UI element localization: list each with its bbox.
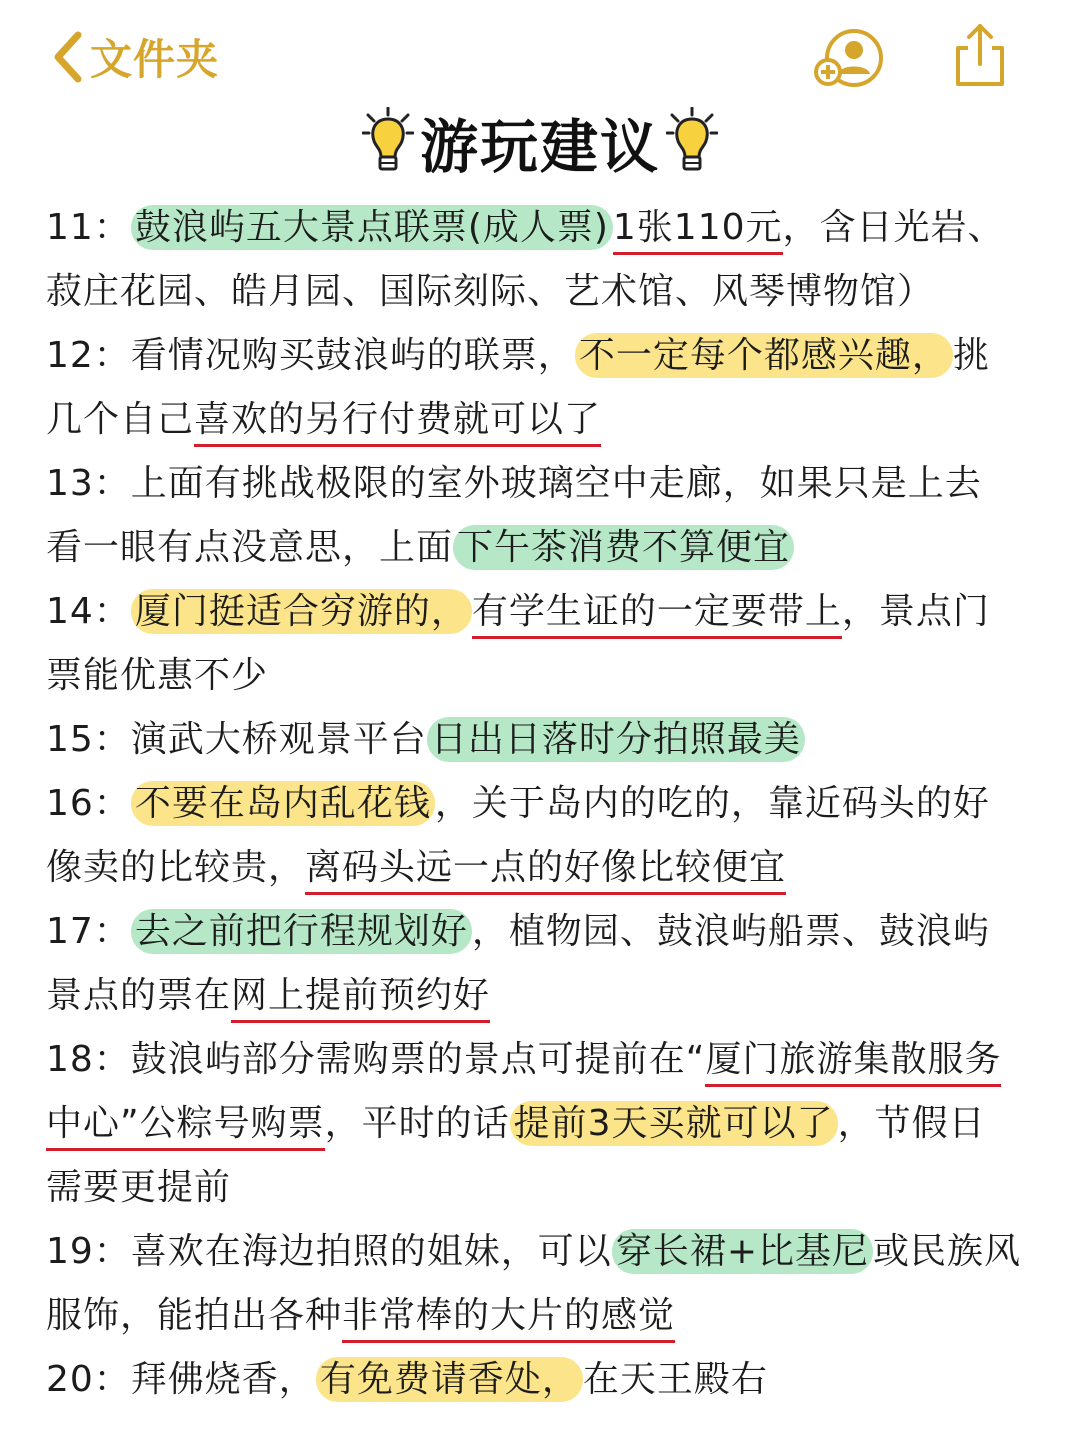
text-line (46, 644, 1046, 708)
red-underline: 中心”公粽号购票 (46, 1103, 325, 1151)
text-segment: 在天王殿右 (582, 1359, 768, 1400)
text-segment: 几个自己 (46, 399, 195, 440)
lightbulb-icon (666, 107, 718, 177)
yellow-highlight: 厦门挺适合穷游的， (131, 589, 472, 634)
text-line (46, 1284, 1046, 1348)
text-segment: 票能优惠不少 (46, 655, 269, 696)
text-segment: 13：上面有挑战极限的室外玻璃空中走廊，如果只是上去 (46, 463, 982, 504)
lightbulb-icon (362, 107, 414, 177)
text-segment: 17： (46, 911, 131, 952)
text-segment: 14： (46, 591, 131, 632)
yellow-highlight: 提前3天买就可以了 (510, 1101, 838, 1146)
back-label: 文件夹 (90, 35, 220, 84)
red-underline: 喜欢的另行付费就可以了 (194, 399, 601, 447)
share-icon[interactable] (950, 22, 1010, 88)
red-underline: 有学生证的一定要带上 (472, 591, 842, 639)
green-highlight: 日出日落时分拍照最美 (427, 717, 805, 762)
text-segment: 12：看情况购买鼓浪屿的联票， (46, 335, 575, 376)
note-title: 游玩建议 (419, 113, 660, 181)
text-line (46, 324, 1046, 388)
text-line (46, 900, 1046, 964)
text-line (46, 260, 1046, 324)
text-segment: 看一眼有点没意思，上面 (46, 527, 454, 568)
back-button[interactable] (50, 24, 219, 90)
text-segment: ，景点门 (841, 591, 990, 632)
green-highlight: 穿长裙+比基尼 (612, 1229, 873, 1274)
text-line (46, 772, 1046, 836)
text-segment: ，植物园、鼓浪屿船票、鼓浪屿 (471, 911, 990, 952)
text-line (46, 1220, 1046, 1284)
text-line (46, 452, 1046, 516)
text-segment: 挑 (952, 335, 990, 376)
text-line (46, 580, 1046, 644)
text-line (46, 1092, 1046, 1156)
red-underline: 厦门旅游集散服务 (705, 1039, 1001, 1087)
text-segment: 或民族风 (872, 1231, 1021, 1272)
text-segment: ，关于岛内的吃的，靠近码头的好 (434, 783, 990, 824)
text-line (46, 1028, 1046, 1092)
text-segment: 服饰，能拍出各种 (46, 1295, 343, 1336)
green-highlight: 去之前把行程规划好 (131, 909, 472, 954)
text-segment: 11： (46, 207, 131, 248)
yellow-highlight: 不要在岛内乱花钱 (131, 781, 435, 826)
text-segment: 景点的票在 (46, 975, 232, 1016)
red-underline: 1张110元 (613, 207, 783, 255)
text-segment: 20：拜佛烧香， (46, 1359, 316, 1400)
yellow-highlight: 有免费请香处， (316, 1357, 583, 1402)
add-person-icon[interactable] (812, 26, 884, 90)
text-segment: 18：鼓浪屿部分需购票的景点可提前在“ (46, 1039, 706, 1080)
text-segment: 16： (46, 783, 131, 824)
text-segment: ，平时的话 (324, 1103, 510, 1144)
text-segment: 15：演武大桥观景平台 (46, 719, 427, 760)
top-bar (0, 0, 1080, 110)
note-body[interactable] (46, 196, 1046, 1412)
text-line (46, 196, 1046, 260)
text-line (46, 1156, 1046, 1220)
green-highlight: 鼓浪屿五大景点联票(成人票) (131, 205, 613, 250)
yellow-highlight: 不一定每个都感兴趣， (575, 333, 953, 378)
text-segment: ，节假日 (837, 1103, 986, 1144)
text-line (46, 964, 1046, 1028)
text-line (46, 1348, 1046, 1412)
title-row (0, 104, 1080, 180)
text-line (46, 708, 1046, 772)
red-underline: 离码头远一点的好像比较便宜 (305, 847, 786, 895)
text-segment: 像卖的比较贵， (46, 847, 306, 888)
text-line (46, 388, 1046, 452)
text-segment: ，含日光岩、 (782, 207, 1005, 248)
text-line (46, 836, 1046, 900)
green-highlight: 下午茶消费不算便宜 (453, 525, 794, 570)
text-segment: 菽庄花园、皓月园、国际刻际、艺术馆、风琴博物馆） (46, 271, 935, 312)
red-underline: 非常棒的大片的感觉 (342, 1295, 675, 1343)
red-underline: 网上提前预约好 (231, 975, 490, 1023)
text-segment: 19：喜欢在海边拍照的姐妹，可以 (46, 1231, 612, 1272)
text-segment: 需要更提前 (46, 1167, 232, 1208)
text-line (46, 516, 1046, 580)
chevron-left-icon (50, 31, 84, 83)
